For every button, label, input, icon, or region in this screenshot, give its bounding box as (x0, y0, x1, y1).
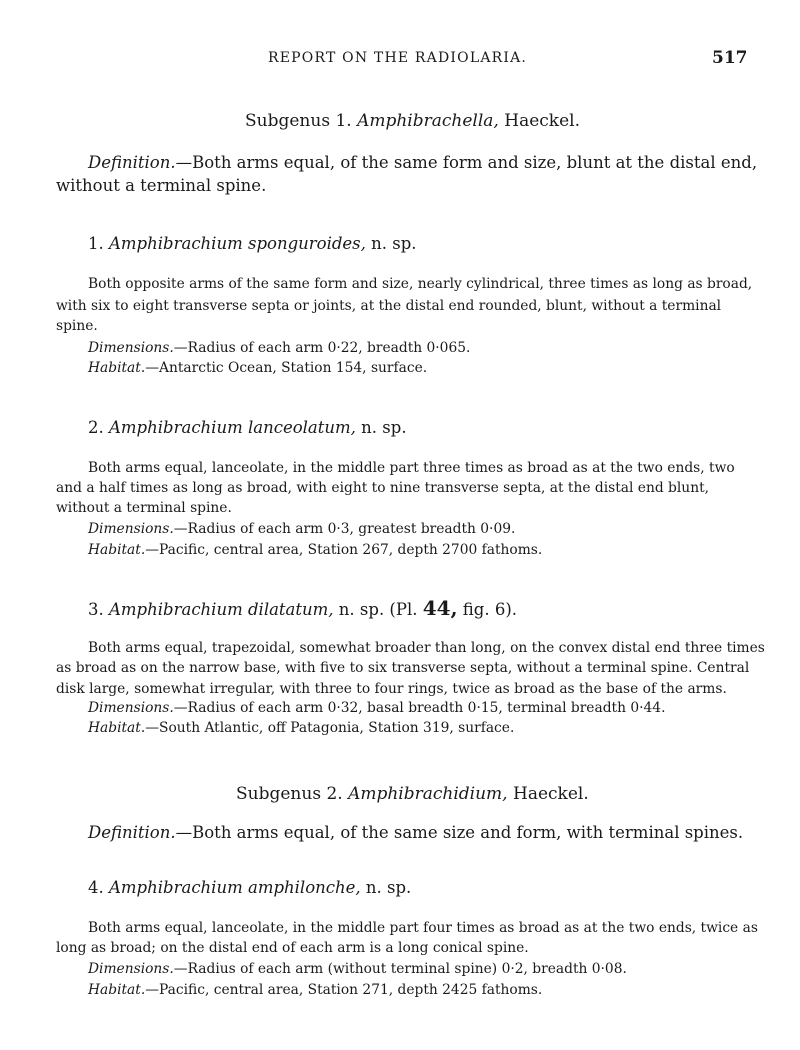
dimensions-label: Dimensions. (88, 961, 174, 977)
subgenus-1-heading (245, 111, 580, 131)
species-2-heading (88, 418, 407, 437)
subgenus-2-heading (236, 784, 589, 804)
page-number: 517 (712, 48, 748, 68)
definition-2-text-1: —Both arms equal, of the same size and form, with terminal spines. (175, 823, 744, 842)
definition-1-label: Definition. (88, 153, 176, 172)
species-4-heading (88, 878, 411, 897)
species-4-desc-line: Both arms equal, lanceolate, in the middle part four times as broad as at the two ends, twice as (88, 920, 758, 936)
species-4-habitat (88, 982, 542, 998)
definition-1-line-2: without a terminal spine. (56, 176, 267, 195)
subgenus-1-name: Amphibrachella, (357, 111, 499, 131)
species-2-desc-line: without a terminal spine. (56, 500, 232, 516)
species-1-name: Amphibrachium sponguroides, (109, 234, 366, 253)
species-1-desc-line: Both opposite arms of the same form and size, nearly cylindrical, three times as long as broad, (88, 276, 753, 292)
dimensions-label: Dimensions. (88, 340, 174, 356)
species-4-desc-line: long as broad; on the distal end of each arm is a long conical spine. (56, 940, 529, 956)
species-2-name: Amphibrachium lanceolatum, (109, 418, 356, 437)
species-2-suffix: n. sp. (361, 418, 407, 437)
species-2-desc-line: Both arms equal, lanceolate, in the middle part three times as broad as at the two ends, two (88, 460, 735, 476)
species-1-desc-line: spine. (56, 318, 98, 334)
habitat-label: Habitat. (88, 982, 146, 998)
species-3-plate: 44, (422, 596, 458, 620)
definition-1-line-1 (88, 153, 757, 172)
species-4-dimensions (88, 961, 627, 977)
species-3-desc-line: Both arms equal, trapezoidal, somewhat broader than long, on the convex distal end three times (88, 640, 765, 656)
dimensions-value: —Radius of each arm (without terminal spine) 0·2, breadth 0·08. (173, 961, 627, 977)
species-1-habitat (88, 360, 427, 376)
definition-2-label: Definition. (88, 823, 176, 842)
species-1-desc-line: with six to eight transverse septa or joints, at the distal end rounded, blunt, without a terminal (56, 298, 722, 314)
species-1-dimensions (88, 340, 470, 356)
species-4-number: 4. (88, 878, 104, 897)
subgenus-1-author: Haeckel. (504, 111, 580, 131)
species-3-desc-line: as broad as on the narrow base, with five to six transverse septa, without a terminal spine. Central (56, 660, 750, 676)
species-3-suffix: n. sp. (Pl. (338, 600, 418, 619)
species-3-heading (88, 596, 517, 620)
dimensions-value: —Radius of each arm 0·3, greatest breadth 0·09. (173, 521, 516, 537)
species-1-suffix: n. sp. (371, 234, 417, 253)
species-3-desc-line: disk large, somewhat irregular, with three to four rings, twice as broad as the base of the arms. (56, 681, 727, 697)
species-2-desc-line: and a half times as long as broad, with eight to nine transverse septa, at the distal end blunt, (56, 480, 710, 496)
habitat-value: —Pacific, central area, Station 271, depth 2425 fathoms. (145, 982, 543, 998)
subgenus-1-prefix: Subgenus 1. (245, 111, 352, 131)
habitat-value: —South Atlantic, off Patagonia, Station 319, surface. (145, 720, 515, 736)
habitat-label: Habitat. (88, 542, 146, 558)
species-3-number: 3. (88, 600, 104, 619)
species-4-suffix: n. sp. (365, 878, 412, 897)
definition-1-text-1: —Both arms equal, of the same form and size, blunt at the distal end, (175, 153, 758, 172)
dimensions-value: —Radius of each arm 0·22, breadth 0·065. (173, 340, 471, 356)
species-3-fig: fig. 6). (462, 600, 518, 619)
definition-2-line-1 (88, 823, 743, 842)
subgenus-2-prefix: Subgenus 2. (236, 784, 343, 804)
subgenus-2-name: Amphibrachidium, (348, 784, 508, 804)
habitat-value: —Antarctic Ocean, Station 154, surface. (145, 360, 428, 376)
species-1-number: 1. (88, 234, 104, 253)
habitat-label: Habitat. (88, 720, 146, 736)
species-2-number: 2. (88, 418, 104, 437)
habitat-label: Habitat. (88, 360, 146, 376)
species-4-name: Amphibrachium amphilonche, (109, 878, 361, 897)
species-2-dimensions (88, 521, 515, 537)
dimensions-label: Dimensions. (88, 700, 174, 716)
running-header: REPORT ON THE RADIOLARIA. (268, 50, 528, 66)
species-3-dimensions (88, 700, 665, 716)
dimensions-label: Dimensions. (88, 521, 174, 537)
habitat-value: —Pacific, central area, Station 267, depth 2700 fathoms. (145, 542, 543, 558)
species-3-name: Amphibrachium dilatatum, (109, 600, 334, 619)
subgenus-2-author: Haeckel. (513, 784, 589, 804)
species-3-habitat (88, 720, 514, 736)
dimensions-value: —Radius of each arm 0·32, basal breadth 0·15, terminal breadth 0·44. (173, 700, 666, 716)
species-2-habitat (88, 542, 542, 558)
species-1-heading (88, 234, 417, 253)
